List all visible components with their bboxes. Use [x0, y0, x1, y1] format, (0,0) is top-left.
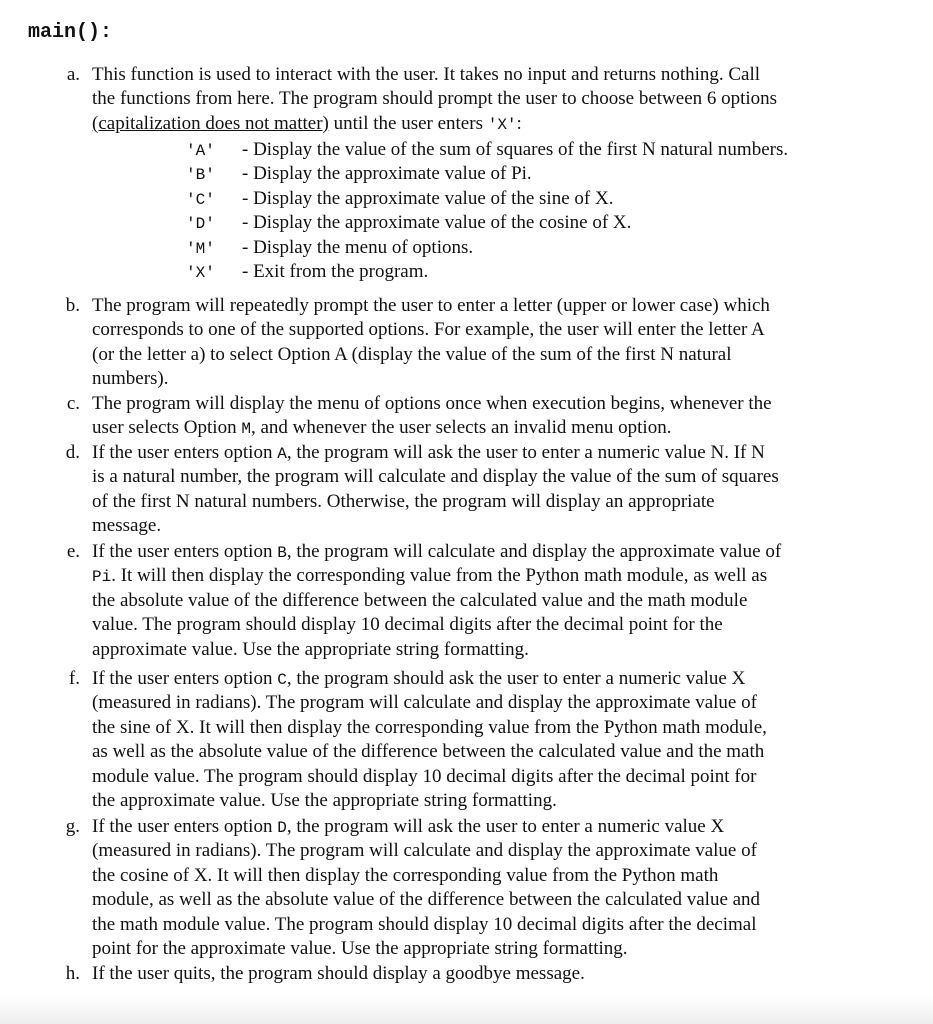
text-line: module value. The program should display 10 decimal digits after the decimal point for	[92, 765, 757, 787]
option-text: - Display the approximate value of the cosine of X.	[242, 212, 632, 234]
text-line	[92, 441, 765, 466]
text-line: If the user quits, the program should display a goodbye message.	[92, 963, 585, 984]
text-line: module, as well as the absolute value of the difference between the calculated value and	[92, 889, 761, 911]
list-marker: e.	[66, 541, 80, 562]
text-line: (measured in radians). The program will calculate and display the approximate value of	[92, 840, 757, 862]
text-span: If the user enters option	[92, 541, 278, 562]
option-c	[186, 187, 613, 212]
text-line	[92, 540, 781, 565]
text-span: . It will then display the corresponding value from the Python math module, as well as	[111, 565, 768, 587]
text-span: user selects Option	[92, 417, 242, 439]
text-line	[92, 416, 671, 441]
option-text: - Exit from the program.	[242, 261, 429, 282]
code-text: Pi	[92, 568, 112, 587]
list-marker: d.	[65, 442, 80, 463]
option-b	[186, 162, 532, 187]
text-line: the cosine of X. It will then display the corresponding value from the Python math	[92, 864, 719, 886]
text-line	[92, 112, 522, 137]
option-d	[186, 211, 631, 236]
code-text: D	[277, 819, 287, 837]
option-code: 'A'	[186, 142, 215, 160]
text-span: , the program will calculate and display the approximate value of	[286, 541, 782, 562]
text-line: is a natural number, the program will calculate and display the value of the sum of squares	[92, 466, 779, 488]
text-line: message.	[92, 515, 162, 537]
code-text: 'X'	[487, 115, 517, 134]
text-span: If the user enters option	[92, 816, 278, 837]
text-line: the absolute value of the difference between the calculated value and the math module	[92, 589, 748, 611]
text-span: , the program will ask the user to enter a numeric value X	[286, 816, 725, 837]
option-code: 'B'	[186, 166, 215, 185]
text-line: approximate value. Use the appropriate string formatting.	[92, 638, 529, 660]
text-line: The program will display the menu of options once when execution begins, whenever the	[92, 393, 772, 414]
text-line	[92, 815, 724, 840]
text-span: :	[516, 112, 522, 134]
text-span: until the user enters	[328, 112, 488, 134]
option-text: - Display the approximate value of the sine of X.	[242, 187, 614, 209]
text-line: the approximate value. Use the appropriate string formatting.	[92, 790, 557, 811]
text-line: of the first N natural numbers. Otherwise, the program will display an appropriate	[92, 490, 715, 512]
list-marker: a.	[66, 64, 80, 85]
list-marker: h.	[65, 963, 80, 984]
option-text: - Display the menu of options.	[242, 236, 474, 258]
text-line: point for the approximate value. Use the appropriate string formatting.	[92, 938, 628, 959]
list-marker: b.	[65, 295, 80, 316]
text-line: The program will repeatedly prompt the user to enter a letter (upper or lower case) which	[92, 295, 770, 316]
text-span: , the program will ask the user to enter a numeric value N. If N	[286, 442, 765, 463]
code-text: B	[277, 544, 287, 562]
option-text: - Display the value of the sum of squares of the first N natural numbers.	[242, 139, 789, 160]
text-line	[92, 564, 767, 589]
text-line: the math module value. The program should display 10 decimal digits after the decimal	[92, 913, 757, 935]
text-line: This function is used to interact with the user. It takes no input and returns nothing. Call	[92, 64, 761, 85]
text-line: value. The program should display 10 decimal digits after the decimal point for the	[92, 614, 723, 636]
text-span: If the user enters option	[92, 668, 278, 689]
function-heading: main():	[28, 21, 113, 44]
option-code: 'M'	[186, 239, 215, 258]
text-span: , and whenever the user selects an invalid menu option.	[250, 417, 672, 439]
code-text: A	[277, 445, 287, 463]
text-span: , the program should ask the user to enter a numeric value X	[286, 668, 746, 689]
page-bottom-shade	[0, 996, 933, 1024]
code-text: C	[277, 671, 287, 689]
text-line: the functions from here. The program should prompt the user to choose between 6 options	[92, 88, 778, 110]
text-line: the sine of X. It will then display the corresponding value from the Python math module,	[92, 716, 767, 738]
list-marker: c.	[66, 393, 80, 414]
text-line: as well as the absolute value of the difference between the calculated value and the math	[92, 741, 765, 763]
option-code: 'X'	[186, 264, 215, 282]
option-a	[186, 138, 788, 163]
text-line: numbers).	[92, 368, 169, 390]
list-marker: f.	[68, 668, 80, 689]
option-x	[186, 260, 428, 285]
text-line: (measured in radians). The program will calculate and display the approximate value of	[92, 692, 757, 714]
text-line	[92, 667, 745, 692]
option-code: 'D'	[186, 215, 215, 234]
underlined-text: (capitalization does not matter)	[92, 112, 329, 134]
option-code: 'C'	[186, 190, 215, 209]
text-span: If the user enters option	[92, 442, 278, 463]
option-m	[186, 236, 473, 261]
code-text: M	[241, 420, 251, 439]
list-marker: g.	[65, 816, 80, 837]
text-line: (or the letter a) to select Option A (display the value of the sum of the first N natural	[92, 343, 732, 365]
text-line: corresponds to one of the supported options. For example, the user will enter the letter A	[92, 319, 765, 341]
option-text: - Display the approximate value of Pi.	[242, 163, 532, 185]
